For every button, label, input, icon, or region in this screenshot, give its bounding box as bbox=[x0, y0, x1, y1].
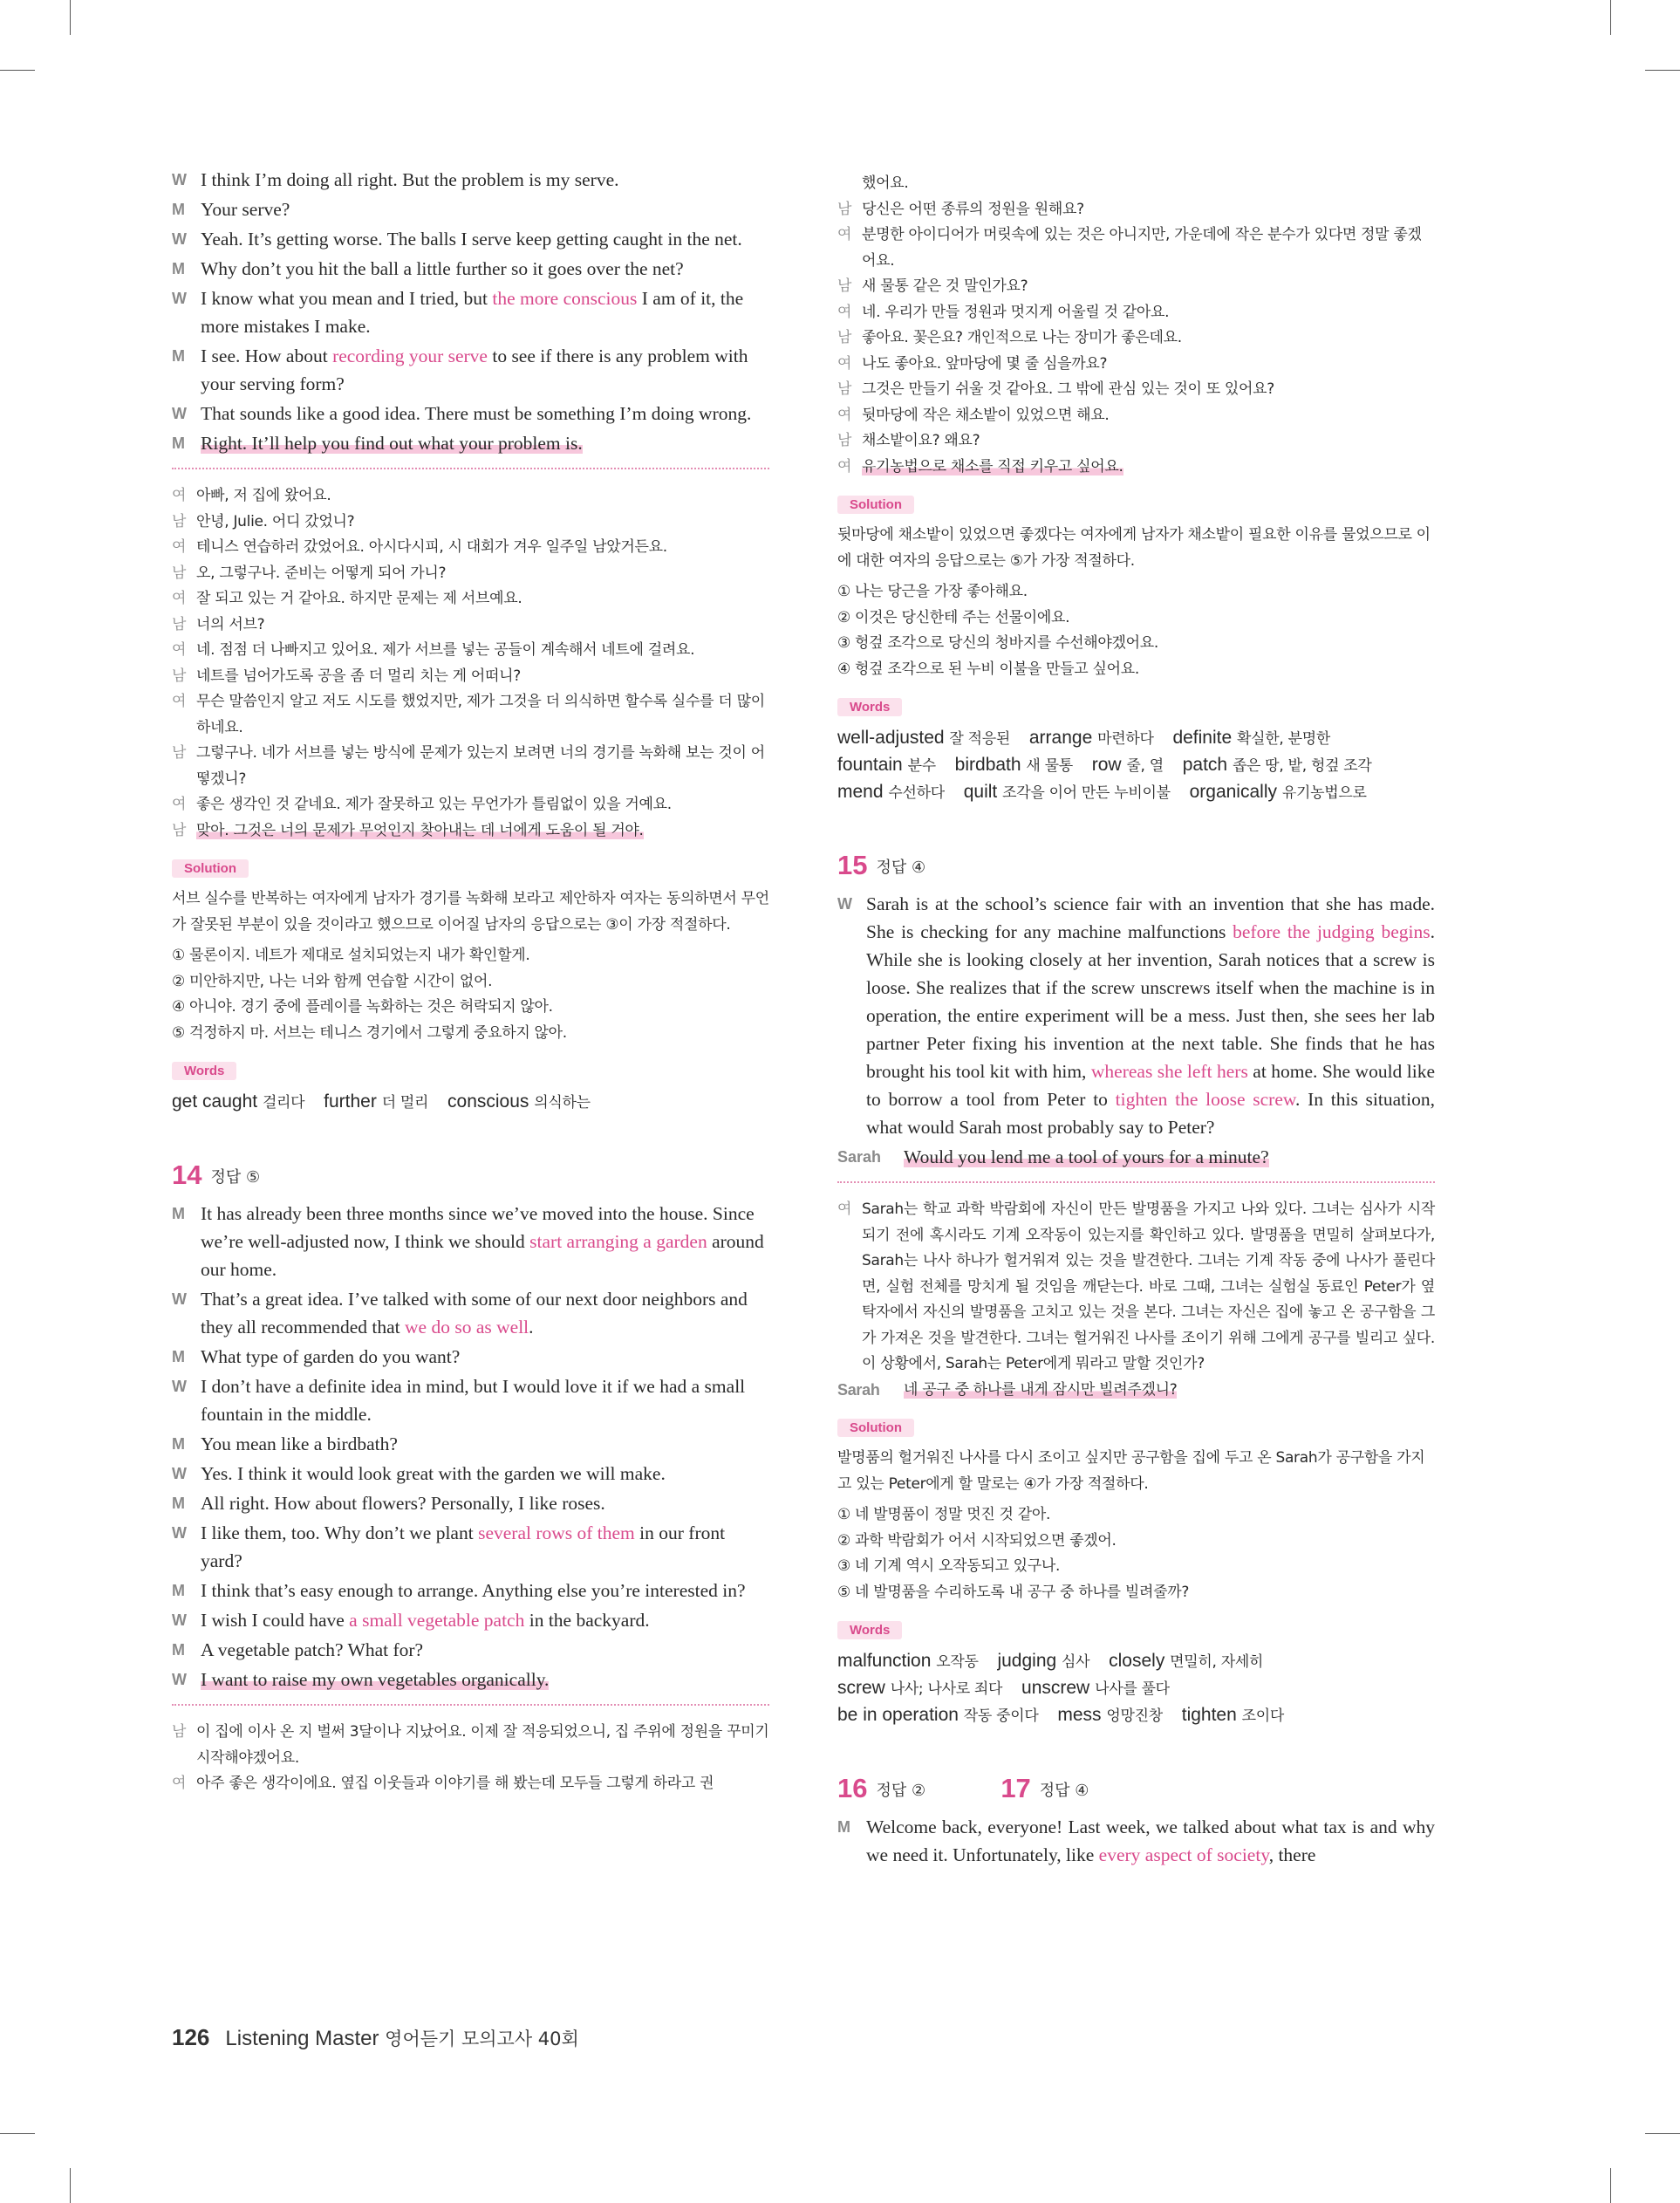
translation-line: 남 안녕, Julie. 어디 갔었니? bbox=[172, 512, 355, 530]
words-tag: Words bbox=[172, 1062, 236, 1080]
dialogue-line: Sarah Would you lend me a tool of yours for a minute? bbox=[837, 1146, 1269, 1167]
vocab-row: fountain 분수 birdbath 새 물통 row 줄, 열 patch 좁은 땅, 밭, 헝겊 조각 bbox=[837, 755, 1372, 775]
crop-mark-tr-h bbox=[1645, 70, 1680, 71]
solution-text: 서브 실수를 반복하는 여자에게 남자가 경기를 녹화해 보라고 제안하자 여자는 동의하면서 무언가 잘못된 부분이 있을 것이라고 했으므로 이어질 남자의 응답으로는 ③이 가장 적절하다. bbox=[172, 890, 769, 934]
key-phrase: start arranging a garden bbox=[529, 1231, 707, 1252]
answer-highlight: 네 공구 중 하나를 내게 잠시만 빌려주겠니? bbox=[904, 1380, 1178, 1399]
vocab-row: screw 나사; 나사로 죄다 unscrew 나사를 풀다 bbox=[837, 1678, 1170, 1698]
dialogue-line: W I don’t have a definite idea in mind, but I would love it if we had a small fountain in the middle. bbox=[172, 1376, 746, 1425]
solution-text: 뒷마당에 채소밭이 있었으면 좋겠다는 여자에게 남자가 채소밭이 필요한 이유를 물었으므로 이에 대한 여자의 응답으로는 ⑤가 가장 적절하다. bbox=[837, 526, 1431, 570]
vocab-row: be in operation 작동 중이다 mess 엉망진창 tighten 조이다 bbox=[837, 1705, 1285, 1725]
answer-highlight: Would you lend me a tool of yours for a minute? bbox=[904, 1146, 1269, 1167]
page-footer bbox=[172, 2024, 579, 2051]
crop-mark-bl-v bbox=[70, 2168, 71, 2203]
dialogue-line: M A vegetable patch? What for? bbox=[172, 1639, 424, 1660]
answer-highlight: 맞아. 그것은 너의 문제가 무엇인지 찾아내는 데 너에게 도움이 될 거야. bbox=[196, 821, 644, 839]
translation-line: 여 아주 좋은 생각이에요. 옆집 이웃들과 이야기를 해 봤는데 모두들 그렇게 하라고 권 bbox=[172, 1775, 714, 1792]
translation-line: 여 나도 좋아요. 앞마당에 몇 줄 심을까요? bbox=[837, 354, 1108, 373]
dialogue-line: W I like them, too. Why don’t we plant several rows of them in our front yard? bbox=[172, 1522, 726, 1571]
key-phrase: whereas she left hers bbox=[1090, 1061, 1248, 1082]
crop-mark-br-v bbox=[1610, 2168, 1611, 2203]
translation-line: 여 좋은 생각인 것 같네요. 제가 잘못하고 있는 무언가가 틀림없이 있을 거예요. bbox=[172, 796, 672, 813]
translation-line: 여 테니스 연습하러 갔었어요. 아시다시피, 시 대회가 겨우 일주일 남았거든요. bbox=[172, 538, 667, 556]
vocab-row: mend 수선하다 quilt 조각을 이어 만든 누비이불 organically 유기농법으로 bbox=[837, 782, 1367, 802]
option-item: ③ 헝겊 조각으로 당신의 청바지를 수선해야겠어요. bbox=[837, 634, 1159, 652]
book-title: Listening Master bbox=[225, 2027, 379, 2050]
dialogue-line: M I see. How about recording your serve to see if there is any problem with your serving form? bbox=[172, 346, 748, 394]
vocabulary-list bbox=[172, 1089, 769, 1116]
question-number: 14 bbox=[172, 1160, 202, 1190]
option-item: ② 이것은 당신한테 주는 선물이에요. bbox=[837, 608, 1070, 626]
question-header bbox=[837, 850, 1435, 881]
translation-line: 남 채소밭이요? 왜요? bbox=[837, 432, 980, 449]
vocab-row: get caught 걸리다 further 더 멀리 conscious 의식하는 bbox=[172, 1091, 591, 1112]
q14-translation bbox=[172, 1720, 769, 1797]
translation-line: Sarah 네 공구 중 하나를 내게 잠시만 빌려주겠니? bbox=[837, 1380, 1178, 1399]
vocab-row: well-adjusted 잘 적응된 arrange 마련하다 definite 확실한, 분명한 bbox=[837, 728, 1330, 748]
translation-line: 여 네. 점점 더 나빠지고 있어요. 제가 서브를 넣는 공들이 계속해서 네트에 걸려요. bbox=[172, 641, 695, 659]
question-number: 15 bbox=[837, 850, 868, 880]
solution-tag: Solution bbox=[837, 496, 914, 514]
translation-line: 남 이 집에 이사 온 지 벌써 3달이나 지났어요. 이제 잘 적응되었으니, 집 주위에 정원을 꾸미기 시작해야겠어요. bbox=[172, 1723, 769, 1767]
answer-key: 정답 ⑤ bbox=[210, 1168, 261, 1187]
vocab-row: malfunction 오작동 judging 심사 closely 면밀히, 자세히 bbox=[837, 1651, 1264, 1671]
monologue: W Sarah is at the school’s science fair with an invention that she has made. She is checking for any machine malfunctions before the judging begins. While she is looking closely at her invention, Sarah notices that a screw is loose. She realizes that if the screw unscrews itself when the machine is in operation, the entire experiment will be a mess. Just then, she sees her lab partner Peter fixing his invention at the next table. She finds that he has brought his tool kit with him, whereas she left hers at home. She would like to borrow a tool from Peter to tighten the loose screw. In this situation, what would Sarah most probably say to Peter? bbox=[837, 893, 1435, 1138]
dotted-divider bbox=[837, 1181, 1435, 1183]
q13-dialogue bbox=[172, 166, 769, 457]
vocabulary-list bbox=[837, 1648, 1435, 1729]
translation-line: 남 네트를 넘어가도록 공을 좀 더 멀리 치는 게 어떠니? bbox=[172, 667, 521, 685]
option-item: ③ 네 기계 역시 오작동되고 있구나. bbox=[837, 1557, 1061, 1575]
dialogue-line: M It has already been three months since we’ve moved into the house. Since we’re well-adjusted now, I think we should start arranging a garden around our home. bbox=[172, 1203, 764, 1280]
translation-line: 했어요. bbox=[862, 174, 909, 192]
dialogue-line: M I think that’s easy enough to arrange. Anything else you’re interested in? bbox=[172, 1580, 746, 1601]
option-item: ② 미안하지만, 나는 너와 함께 연습할 시간이 없어. bbox=[172, 972, 493, 990]
q13-translation bbox=[172, 483, 769, 844]
translation-line: 여 분명한 아이디어가 머릿속에 있는 것은 아니지만, 가운데에 작은 분수가 있다면 정말 좋겠어요. bbox=[837, 226, 1422, 270]
answer-highlight: I want to raise my own vegetables organically. bbox=[201, 1669, 550, 1690]
translation-line: 여 잘 되고 있는 거 같아요. 하지만 문제는 제 서브예요. bbox=[172, 590, 522, 607]
option-item: ⑤ 네 발명품을 수리하도록 내 공구 중 하나를 빌려줄까? bbox=[837, 1583, 1190, 1601]
question-header bbox=[172, 1160, 769, 1191]
vocabulary-list bbox=[837, 725, 1435, 806]
key-phrase: we do so as well bbox=[405, 1317, 529, 1338]
translation-line: 여 네. 우리가 만들 정원과 멋지게 어울릴 것 같아요. bbox=[837, 303, 1170, 321]
dialogue-line: M What type of garden do you want? bbox=[172, 1346, 461, 1367]
dialogue-line: M Your serve? bbox=[172, 199, 290, 220]
dialogue-line: W I wish I could have a small vegetable patch in the backyard. bbox=[172, 1610, 650, 1631]
answer-highlight: Right. It’ll help you find out what your problem is. bbox=[201, 433, 583, 454]
translation-line: 남 새 물통 같은 것 말인가요? bbox=[837, 277, 1028, 295]
option-list bbox=[172, 943, 769, 1046]
option-item: ⑤ 걱정하지 마. 서브는 테니스 경기에서 그렇게 중요하지 않아. bbox=[172, 1023, 567, 1042]
crop-mark-tl-h bbox=[0, 70, 35, 71]
translation-line: 남 당신은 어떤 종류의 정원을 원해요? bbox=[837, 200, 1084, 218]
option-item: ④ 아니야. 경기 중에 플레이를 녹화하는 것은 허락되지 않아. bbox=[172, 998, 553, 1016]
key-phrase: before the judging begins bbox=[1233, 921, 1431, 942]
translation-line: 여 유기농법으로 채소를 직접 키우고 싶어요. bbox=[837, 457, 1123, 475]
dotted-divider bbox=[172, 468, 769, 469]
translation-line: 남 그것은 만들기 쉬울 것 같아요. 그 밖에 관심 있는 것이 또 있어요? bbox=[837, 380, 1275, 398]
translation-line: 여 무슨 말씀인지 알고 저도 시도를 했었지만, 제가 그것을 더 의식하면 할수록 실수를 더 많이 하네요. bbox=[172, 693, 765, 736]
dialogue-line: W I think I’m doing all right. But the problem is my serve. bbox=[172, 169, 619, 190]
solution-tag: Solution bbox=[172, 859, 249, 878]
dialogue-line: M Right. It’ll help you find out what your problem is. bbox=[172, 433, 583, 454]
option-item: ① 네 발명품이 정말 멋진 것 같아. bbox=[837, 1506, 1051, 1523]
dialogue-line: W I want to raise my own vegetables organically. bbox=[172, 1669, 550, 1690]
book-subtitle: 영어듣기 모의고사 40회 bbox=[385, 2029, 579, 2049]
key-phrase: a small vegetable patch bbox=[349, 1610, 525, 1631]
option-list bbox=[837, 1502, 1435, 1605]
dialogue-line: W I know what you mean and I tried, but the more conscious I am of it, the more mistakes I make. bbox=[172, 288, 744, 337]
question-number: 16 bbox=[837, 1773, 868, 1803]
crop-mark-br-h bbox=[1645, 2133, 1680, 2134]
key-phrase: every aspect of society bbox=[1098, 1844, 1269, 1865]
answer-key: 정답 ④ bbox=[1039, 1782, 1089, 1800]
translation-line: 남 오, 그렇구나. 준비는 어떻게 되어 가니? bbox=[172, 564, 447, 582]
q14-translation-cont bbox=[837, 171, 1435, 480]
dialogue-line: W Yes. I think it would look great with the garden we will make. bbox=[172, 1463, 666, 1484]
crop-mark-tl-v bbox=[70, 0, 71, 35]
option-item: ④ 헝겊 조각으로 된 누비 이불을 만들고 싶어요. bbox=[837, 660, 1139, 678]
translation-line: 남 너의 서브? bbox=[172, 615, 265, 633]
translation-line: 남 그렇구나. 네가 서브를 넣는 방식에 문제가 있는지 보려면 너의 경기를 녹화해 보는 것이 어떻겠니? bbox=[172, 744, 765, 788]
key-phrase: tighten the loose screw bbox=[1115, 1089, 1295, 1110]
option-list bbox=[837, 579, 1435, 682]
option-item: ② 과학 박람회가 어서 시작되었으면 좋겠어. bbox=[837, 1531, 1117, 1550]
crop-mark-bl-h bbox=[0, 2133, 35, 2134]
translation-paragraph: 여 Sarah는 학교 과학 박람회에 자신이 만든 발명품을 가지고 나와 있다. 그녀는 심사가 시작되기 전에 혹시라도 기계 오작동이 있는지를 확인하고 있다. 발명품을 면밀히 살펴보다가, Sarah는 나사 하나가 헐거워져 있는 것을 발견한다. 그녀는 기계 작동 중에 나사가 풀린다면, 실험 전체를 망치게 될 것임을 깨닫는다. 바로 그때, 그녀는 실험실 동료인 Peter가 옆 탁자에서 자신의 발명품을 고치고 있는 것을 본다. 그녀는 자신은 집에 놓고 온 공구함을 그가 가져온 것을 발견한다. 그녀는 헐거워진 나사를 조이기 위해 그에게 공구를 빌리고 싶다. 이 상황에서, Sarah는 Peter에게 뭐라고 말할 것인가? bbox=[837, 1201, 1435, 1372]
words-tag: Words bbox=[837, 698, 902, 716]
question-number: 17 bbox=[1000, 1773, 1031, 1803]
right-column bbox=[837, 171, 1435, 1871]
answer-key: 정답 ② bbox=[876, 1782, 926, 1800]
dialogue-line: M All right. How about flowers? Personally, I like roses. bbox=[172, 1493, 605, 1514]
translation-line: 여 아빠, 저 집에 왔어요. bbox=[172, 487, 331, 504]
key-phrase: several rows of them bbox=[478, 1522, 635, 1543]
option-item: ① 물론이지. 네트가 제대로 설치되었는지 내가 확인할게. bbox=[172, 947, 530, 964]
solution-text: 발명품의 헐거워진 나사를 다시 조이고 싶지만 공구함을 집에 두고 온 Sarah가 공구함을 가지고 있는 Peter에게 할 말로는 ④가 가장 적절하다. bbox=[837, 1449, 1425, 1493]
translation-line: 여 뒷마당에 작은 채소밭이 있었으면 해요. bbox=[837, 406, 1110, 424]
dialogue-line: M Why don’t you hit the ball a little further so it goes over the net? bbox=[172, 258, 684, 279]
key-phrase: the more conscious bbox=[492, 288, 638, 309]
answer-key: 정답 ④ bbox=[876, 859, 926, 877]
key-phrase: recording your serve bbox=[332, 346, 488, 366]
answer-highlight: 유기농법으로 채소를 직접 키우고 싶어요. bbox=[862, 457, 1123, 475]
crop-mark-tr-v bbox=[1610, 0, 1611, 35]
q14-dialogue bbox=[172, 1200, 769, 1693]
dotted-divider bbox=[172, 1704, 769, 1706]
option-item: ① 나는 당근을 가장 좋아해요. bbox=[837, 583, 1028, 600]
words-tag: Words bbox=[837, 1621, 902, 1639]
dialogue-line: M You mean like a birdbath? bbox=[172, 1433, 398, 1454]
dialogue-line: W That sounds like a good idea. There must be something I’m doing wrong. bbox=[172, 403, 752, 424]
page-number: 126 bbox=[172, 2024, 210, 2050]
monologue: M Welcome back, everyone! Last week, we talked about what tax is and why we need it. Unfortunately, like every aspect of society, there bbox=[837, 1816, 1435, 1865]
dialogue-line: W That’s a great idea. I’ve talked with some of our next door neighbors and they all recommended that we do so as well. bbox=[172, 1289, 748, 1338]
dialogue-line: W Yeah. It’s getting worse. The balls I serve keep getting caught in the net. bbox=[172, 229, 742, 250]
translation-line: 남 좋아요. 꽃은요? 개인적으로 나는 장미가 좋은데요. bbox=[837, 329, 1182, 346]
question-header bbox=[837, 1773, 1435, 1804]
translation-line: 남 맞아. 그것은 너의 문제가 무엇인지 찾아내는 데 너에게 도움이 될 거야. bbox=[172, 821, 644, 839]
solution-tag: Solution bbox=[837, 1419, 914, 1437]
left-column bbox=[172, 166, 769, 1797]
